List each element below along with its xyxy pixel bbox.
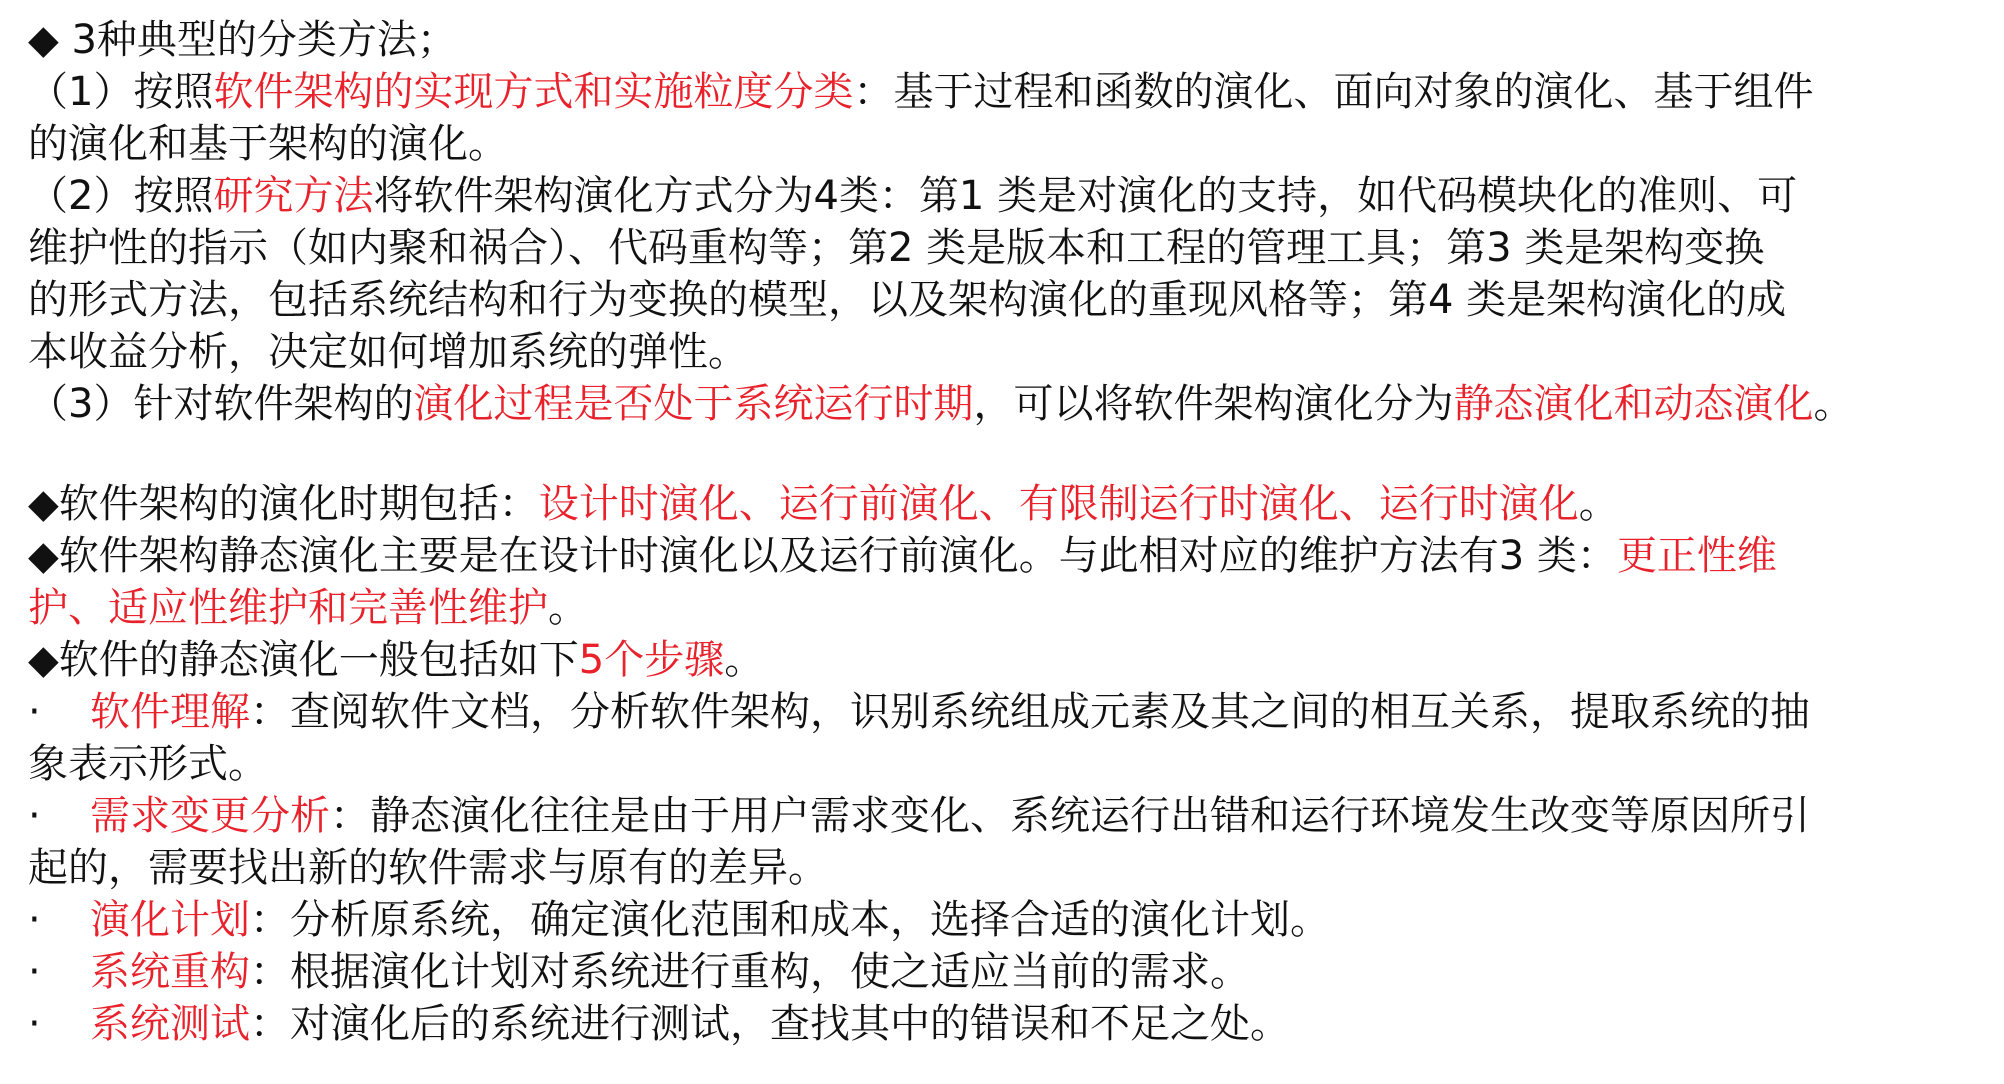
steps-intro-end: 。 bbox=[724, 637, 765, 683]
static-line-1 bbox=[28, 530, 1964, 582]
method-2-line-3 bbox=[28, 274, 1964, 326]
step-2-name: 需求变更分析 bbox=[90, 793, 330, 839]
step-2-line-2 bbox=[28, 842, 1964, 894]
periods-end: 。 bbox=[1578, 481, 1619, 527]
step-2-line-1 bbox=[28, 790, 1964, 842]
method-2-line-1 bbox=[28, 170, 1964, 222]
periods-prefix: ◆软件架构的演化时期包括： bbox=[28, 481, 539, 527]
method-1-line-1 bbox=[28, 66, 1964, 118]
steps-intro-highlight: 5个步骤 bbox=[578, 637, 725, 683]
static-line-2 bbox=[28, 582, 1964, 634]
section-gap bbox=[28, 430, 1964, 478]
method-3-line-1 bbox=[28, 378, 1964, 430]
step-5-bullet: · bbox=[28, 1001, 41, 1047]
step-2-cont: 起的，需要找出新的软件需求与原有的差异。 bbox=[28, 845, 828, 891]
step-3-bullet: · bbox=[28, 897, 41, 943]
method-2-line2-text: 维护性的指示（如内聚和祸合）、代码重构等；第2 类是版本和工程的管理工具；第3 类是架构变换 bbox=[28, 225, 1765, 271]
step-3-text: ：分析原系统，确定演化范围和成本，选择合适的演化计划。 bbox=[250, 897, 1330, 943]
method-2-highlight: 研究方法 bbox=[213, 173, 374, 219]
periods-line bbox=[28, 478, 1964, 530]
periods-highlight: 设计时演化、运行前演化、有限制运行时演化、运行时演化 bbox=[538, 481, 1579, 527]
method-2-line-2 bbox=[28, 222, 1964, 274]
step-2-text: ：静态演化往往是由于用户需求变化、系统运行出错和运行环境发生改变等原因所引 bbox=[330, 793, 1810, 839]
step-1-bullet: · bbox=[28, 689, 41, 735]
step-5-text: ：对演化后的系统进行测试，查找其中的错误和不足之处。 bbox=[250, 1001, 1290, 1047]
step-4-line bbox=[28, 946, 1964, 998]
method-2-line-4 bbox=[28, 326, 1964, 378]
steps-intro-prefix: ◆软件的静态演化一般包括如下 bbox=[28, 637, 579, 683]
method-1-cont: 的演化和基于架构的演化。 bbox=[28, 121, 508, 167]
static-highlight-2: 护、适应性维护和完善性维护 bbox=[28, 585, 548, 631]
step-5-line bbox=[28, 998, 1964, 1050]
step-4-text: ：根据演化计划对系统进行重构，使之适应当前的需求。 bbox=[250, 949, 1250, 995]
method-3-end: 。 bbox=[1813, 381, 1854, 427]
step-1-line-1 bbox=[28, 686, 1964, 738]
step-1-text: ：查阅软件文档，分析软件架构，识别系统组成元素及其之间的相互关系，提取系统的抽 bbox=[250, 689, 1810, 735]
step-1-name: 软件理解 bbox=[90, 689, 250, 735]
step-4-name: 系统重构 bbox=[90, 949, 250, 995]
steps-intro-line bbox=[28, 634, 1964, 686]
method-2-line4-text: 本收益分析，决定如何增加系统的弹性。 bbox=[28, 329, 748, 375]
methods-heading bbox=[28, 14, 1964, 66]
step-5-name: 系统测试 bbox=[90, 1001, 250, 1047]
method-1-line-2 bbox=[28, 118, 1964, 170]
step-2-bullet: · bbox=[28, 793, 41, 839]
method-2-line3-text: 的形式方法，包括系统结构和行为变换的模型，以及架构演化的重现风格等；第4 类是架构演化的成 bbox=[28, 277, 1787, 323]
step-4-bullet: · bbox=[28, 949, 41, 995]
method-3-highlight-2: 静态演化和动态演化 bbox=[1453, 381, 1814, 427]
method-1-prefix: （1）按照 bbox=[28, 69, 214, 115]
step-1-line-2 bbox=[28, 738, 1964, 790]
step-3-name: 演化计划 bbox=[90, 897, 250, 943]
static-end: 。 bbox=[548, 585, 588, 631]
step-1-cont: 象表示形式。 bbox=[28, 741, 268, 787]
method-3-mid: ，可以将软件架构演化分为 bbox=[973, 381, 1454, 427]
method-3-highlight-1: 演化过程是否处于系统运行时期 bbox=[413, 381, 974, 427]
method-2-prefix: （2）按照 bbox=[28, 173, 214, 219]
method-1-highlight: 软件架构的实现方式和实施粒度分类 bbox=[213, 69, 854, 115]
method-3-prefix: （3）针对软件架构的 bbox=[28, 381, 414, 427]
static-highlight-1: 更正性维 bbox=[1616, 533, 1777, 579]
step-3-line bbox=[28, 894, 1964, 946]
method-2-suffix: 将软件架构演化方式分为4类：第1 类是对演化的支持，如代码模块化的准则、可 bbox=[373, 173, 1798, 219]
static-prefix: ◆软件架构静态演化主要是在设计时演化以及运行前演化。与此相对应的维护方法有3 类： bbox=[28, 533, 1617, 579]
method-1-suffix: ：基于过程和函数的演化、面向对象的演化、基于组件 bbox=[853, 69, 1814, 115]
methods-heading-text: ◆ 3种典型的分类方法； bbox=[28, 17, 457, 63]
